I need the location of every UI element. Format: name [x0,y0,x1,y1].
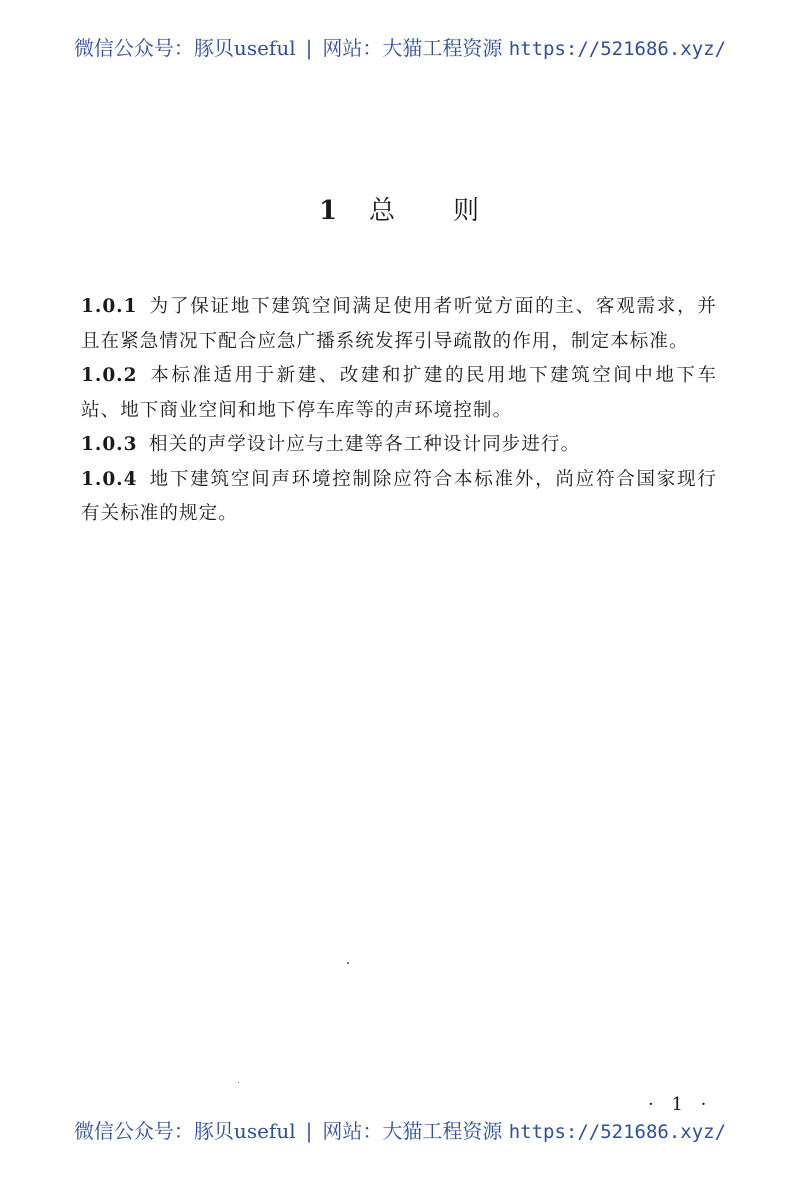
clause-1-0-1 [81,290,717,359]
watermark-banner-top [0,32,800,61]
watermark-site-label: 网站：大猫工程资源 [322,36,503,60]
clause-text: 相关的声学设计应与土建等各工种设计同步进行。 [149,434,581,455]
chapter-number: 1 [318,196,340,226]
clause-number: 1.0.1 [81,296,138,317]
clause-number: 1.0.3 [81,434,138,455]
watermark-wechat-label: 微信公众号：豚贝useful [73,1119,296,1143]
scan-speck [238,1082,239,1083]
watermark-banner-bottom [0,1115,800,1144]
clause-text: 为了保证地下建筑空间满足使用者听觉方面的主、客观需求，并且在紧急情况下配合应急广播系统发挥引导疏散的作用，制定本标准。 [81,296,717,352]
clause-list [81,290,717,532]
watermark-url: https://521686.xyz/ [508,1121,727,1143]
clause-1-0-4 [81,463,717,532]
watermark-url: https://521686.xyz/ [508,38,727,60]
watermark-site-label: 网站：大猫工程资源 [322,1119,503,1143]
clause-text: 地下建筑空间声环境控制除应符合本标准外，尚应符合国家现行有关标准的规定。 [81,468,717,524]
watermark-wechat-label: 微信公众号：豚贝useful [73,36,296,60]
clause-1-0-3 [81,428,717,463]
chapter-title-char-1: 总 [369,196,398,226]
watermark-separator: | [305,36,313,60]
page-number: · 1 · [648,1094,713,1115]
watermark-separator: | [305,1119,313,1143]
chapter-title [0,190,800,227]
clause-1-0-2 [81,359,717,428]
clause-number: 1.0.4 [81,468,138,490]
chapter-title-char-2: 则 [453,196,482,226]
scan-speck [347,962,349,964]
clause-number: 1.0.2 [81,365,138,386]
clause-text: 本标准适用于新建、改建和扩建的民用地下建筑空间中地下车站、地下商业空间和地下停车库等的声环境控制。 [81,365,717,421]
